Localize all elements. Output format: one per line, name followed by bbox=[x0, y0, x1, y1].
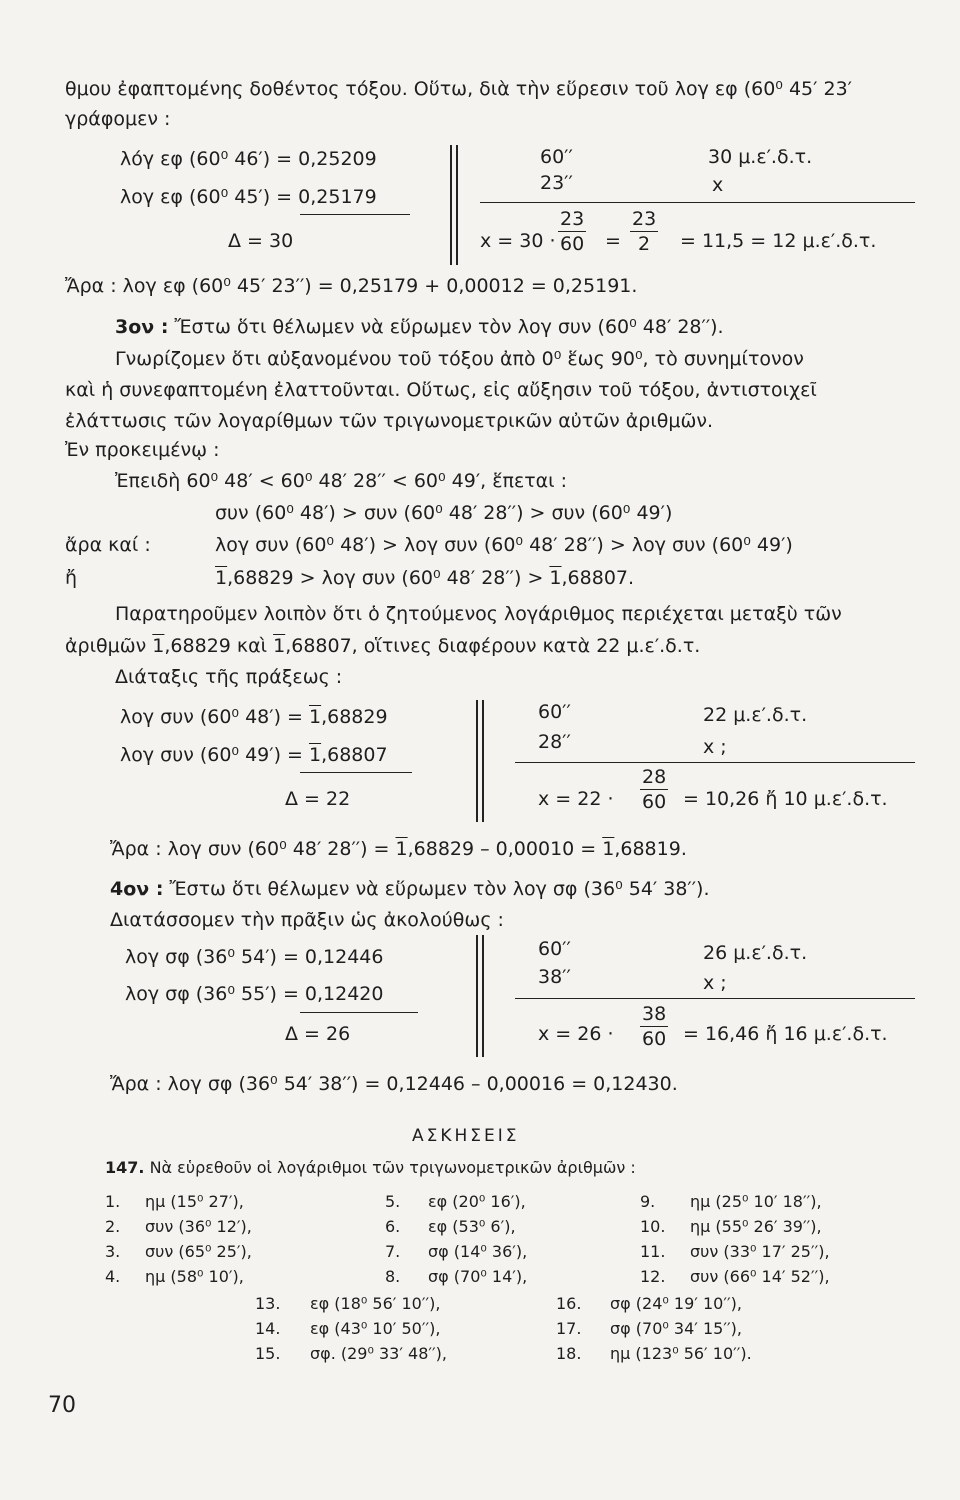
ex3-paragraph-4: Ἐν προκειμένῳ : bbox=[65, 439, 220, 461]
exercise-item-number: 6. bbox=[385, 1217, 401, 1236]
ex3-rhs-2b: x ; bbox=[703, 736, 727, 758]
exercise-item-number: 5. bbox=[385, 1192, 401, 1211]
exercise-item-number: 7. bbox=[385, 1242, 401, 1261]
exercise-item-text: σφ. (29⁰ 33′ 48′′), bbox=[310, 1344, 447, 1363]
ex3-paragraph-5: Παρατηροῦμεν λοιπὸν ὅτι ὁ ζητούμενος λογάριθμος περιέχεται μεταξὺ τῶν bbox=[115, 603, 842, 625]
exercise-item-text: σφ (14⁰ 36′), bbox=[428, 1242, 528, 1261]
ex3-lhs-1 bbox=[120, 708, 388, 727]
ex3-result bbox=[110, 840, 687, 859]
exercise-item-text: συν (66⁰ 14′ 52′′), bbox=[690, 1267, 830, 1286]
ex3-inequality-3: λογ συν (60⁰ 48′) > λογ συν (60⁰ 48′ 28′′) > λογ συν (60⁰ 49′) bbox=[215, 534, 793, 556]
exercises-title: ΑΣΚΗΣΕΙΣ bbox=[412, 1126, 520, 1146]
text-segment: ,68829 καὶ bbox=[164, 635, 274, 657]
ex4-lhs-2: λογ σφ (36⁰ 55′) = 0,12420 bbox=[125, 983, 384, 1005]
exercise-item-number: 8. bbox=[385, 1267, 401, 1286]
exercise-item-text: εφ (18⁰ 56′ 10′′), bbox=[310, 1294, 441, 1313]
ex3-paragraph-3: ἐλάττωσις τῶν λογαρίθμων τῶν τριγωνομετρικῶν αὐτῶν ἀριθμῶν. bbox=[65, 410, 714, 432]
exercise-item-text: σφ (70⁰ 14′), bbox=[428, 1267, 528, 1286]
ex2-rhs-2b: x bbox=[712, 174, 724, 196]
ex2-fraction-2 bbox=[630, 210, 658, 254]
ex4-rhs-2b: x ; bbox=[703, 972, 727, 994]
ex2-lhs-rule bbox=[300, 214, 410, 215]
ex4-rhs-1a: 60′′ bbox=[538, 938, 571, 960]
ex3-inequality-1: Ἐπειδὴ 60⁰ 48′ < 60⁰ 48′ 28′′ < 60⁰ 49′, ἕπεται : bbox=[115, 470, 568, 492]
exercises-intro bbox=[105, 1160, 636, 1176]
exercise-item-text: συν (65⁰ 25′), bbox=[145, 1242, 252, 1261]
ex2-fraction-2-denominator: 2 bbox=[638, 233, 651, 255]
ex4-paragraph-1: Διατάσσομεν τὴν πρᾶξιν ὡς ἀκολούθως : bbox=[110, 909, 504, 931]
text-segment: ἀριθμῶν bbox=[65, 635, 153, 657]
exercise-item-text: σφ (70⁰ 34′ 15′′), bbox=[610, 1319, 742, 1338]
exercise-item-number: 13. bbox=[255, 1294, 281, 1313]
ex3-equation-pre: x = 22 · bbox=[538, 788, 614, 810]
ex4-vertical-rule-b bbox=[482, 935, 484, 1057]
ex4-rhs-2a: 38′′ bbox=[538, 966, 571, 988]
text-segment: Ἄρα : λογ συν (60⁰ 48′ 28′′) = bbox=[110, 838, 396, 860]
exercises-intro-text: Νὰ εὑρεθοῦν οἱ λογάριθμοι τῶν τριγωνομετρικῶν ἀριθμῶν : bbox=[144, 1158, 636, 1177]
ex3-paragraph-6 bbox=[65, 637, 700, 656]
ex2-rhs-rule bbox=[480, 202, 915, 203]
ex2-equation-post: = 11,5 = 12 μ.ε′.δ.τ. bbox=[680, 230, 877, 252]
ex2-fraction-1 bbox=[558, 210, 586, 254]
ex3-inequality-4-label: ἤ bbox=[65, 567, 78, 589]
ex4-lhs-1: λογ σφ (36⁰ 54′) = 0,12446 bbox=[125, 946, 384, 968]
exercise-item-number: 9. bbox=[640, 1192, 656, 1211]
intro-line-2: γράφομεν : bbox=[65, 108, 171, 130]
ex4-rhs-1b: 26 μ.ε′.δ.τ. bbox=[703, 942, 808, 964]
ex4-heading bbox=[110, 880, 710, 899]
text-segment: ,68829 > λογ συν (60⁰ 48′ 28′′) > bbox=[227, 567, 550, 589]
bar-digit: 1 bbox=[309, 706, 322, 728]
ex2-fraction-1-numerator: 23 bbox=[560, 208, 585, 230]
text-segment: ,68807, οἵτινες διαφέρουν κατὰ 22 μ.ε′.δ.τ. bbox=[285, 635, 701, 657]
exercise-item-number: 17. bbox=[556, 1319, 582, 1338]
text-segment: ,68807 bbox=[321, 744, 388, 766]
exercise-item-number: 16. bbox=[556, 1294, 582, 1313]
text-segment: λογ συν (60⁰ 49′) = bbox=[120, 744, 309, 766]
ex3-heading-text: Ἔστω ὅτι θέλωμεν νὰ εὕρωμεν τὸν λογ συν (60⁰ 48′ 28′′). bbox=[168, 316, 724, 338]
ex3-lhs-2 bbox=[120, 746, 388, 765]
exercise-item-number: 2. bbox=[105, 1217, 121, 1236]
ex3-rhs-1b: 22 μ.ε′.δ.τ. bbox=[703, 704, 808, 726]
ex4-fraction-numerator: 38 bbox=[642, 1003, 667, 1025]
exercise-item-text: ημ (25⁰ 10′ 18′′), bbox=[690, 1192, 822, 1211]
exercise-item-number: 14. bbox=[255, 1319, 281, 1338]
exercise-item-text: εφ (43⁰ 10′ 50′′), bbox=[310, 1319, 441, 1338]
ex2-vertical-rule-b bbox=[456, 145, 458, 265]
exercise-item-text: ημ (15⁰ 27′), bbox=[145, 1192, 244, 1211]
ex3-fraction-denominator: 60 bbox=[642, 791, 667, 813]
ex3-paragraph-2: καὶ ἡ συνεφαπτομένη ἐλαττοῦνται. Οὕτως, εἰς αὔξησιν τοῦ τόξου, ἀντιστοιχεῖ bbox=[65, 379, 817, 401]
exercise-item-text: εφ (53⁰ 6′), bbox=[428, 1217, 516, 1236]
text-segment: λογ συν (60⁰ 48′) = bbox=[120, 706, 309, 728]
ex3-rhs-1a: 60′′ bbox=[538, 701, 571, 723]
exercise-number: 147. bbox=[105, 1158, 145, 1177]
exercise-item-text: εφ (20⁰ 16′), bbox=[428, 1192, 526, 1211]
exercise-item-number: 15. bbox=[255, 1344, 281, 1363]
ex4-result: Ἄρα : λογ σφ (36⁰ 54′ 38′′) = 0,12446 – 0,00016 = 0,12430. bbox=[110, 1073, 678, 1095]
bar-digit: 1 bbox=[273, 635, 286, 657]
text-segment: ,68829 bbox=[321, 706, 388, 728]
exercise-item-number: 1. bbox=[105, 1192, 121, 1211]
ex4-fraction bbox=[640, 1005, 668, 1049]
ex2-vertical-rule-a bbox=[450, 145, 452, 265]
ex2-rhs-2a: 23′′ bbox=[540, 172, 573, 194]
exercise-item-text: σφ (24⁰ 19′ 10′′), bbox=[610, 1294, 742, 1313]
ex3-fraction bbox=[640, 768, 668, 812]
exercise-item-number: 11. bbox=[640, 1242, 666, 1261]
ex2-fraction-1-denominator: 60 bbox=[560, 233, 585, 255]
exercise-item-text: ημ (58⁰ 10′), bbox=[145, 1267, 244, 1286]
exercise-item-text: ημ (123⁰ 56′ 10′′). bbox=[610, 1344, 752, 1363]
ex2-lhs-delta: Δ = 30 bbox=[228, 230, 294, 252]
exercise-item-number: 10. bbox=[640, 1217, 666, 1236]
bar-digit: 1 bbox=[215, 567, 228, 589]
bar-digit: 1 bbox=[152, 635, 165, 657]
ex3-heading-number: 3ον : bbox=[115, 316, 169, 338]
ex2-rhs-1b: 30 μ.ε′.δ.τ. bbox=[708, 146, 813, 168]
ex3-paragraph-7: Διάταξις τῆς πράξεως : bbox=[115, 666, 343, 688]
exercise-item-number: 18. bbox=[556, 1344, 582, 1363]
bar-digit: 1 bbox=[602, 838, 615, 860]
ex2-equation-mid: = bbox=[605, 230, 621, 252]
ex3-fraction-numerator: 28 bbox=[642, 766, 667, 788]
exercise-item-number: 3. bbox=[105, 1242, 121, 1261]
ex4-heading-number: 4ον : bbox=[110, 878, 164, 900]
exercise-item-number: 4. bbox=[105, 1267, 121, 1286]
ex3-vertical-rule-a bbox=[476, 700, 478, 822]
ex4-vertical-rule-a bbox=[476, 935, 478, 1057]
ex4-equation-pre: x = 26 · bbox=[538, 1023, 614, 1045]
ex3-lhs-rule bbox=[300, 772, 412, 773]
ex3-paragraph-1: Γνωρίζομεν ὅτι αὐξανομένου τοῦ τόξου ἀπὸ 0⁰ ἕως 90⁰, τὸ συνημίτονον bbox=[115, 348, 804, 370]
ex2-result: Ἄρα : λογ εφ (60⁰ 45′ 23′′) = 0,25179 + 0,00012 = 0,25191. bbox=[65, 275, 638, 297]
text-segment: ,68819. bbox=[614, 838, 687, 860]
exercise-item-text: ημ (55⁰ 26′ 39′′), bbox=[690, 1217, 822, 1236]
text-segment: ,68807. bbox=[561, 567, 635, 589]
exercise-item-text: συν (36⁰ 12′), bbox=[145, 1217, 252, 1236]
text-segment: ,68829 – 0,00010 = bbox=[407, 838, 603, 860]
ex4-heading-text: Ἔστω ὅτι θέλωμεν νὰ εὕρωμεν τὸν λογ σφ (36⁰ 54′ 38′′). bbox=[163, 878, 710, 900]
bar-digit: 1 bbox=[549, 567, 562, 589]
ex4-lhs-rule bbox=[300, 1012, 418, 1013]
exercise-item-text: συν (33⁰ 17′ 25′′), bbox=[690, 1242, 830, 1261]
page-number: 70 bbox=[48, 1393, 76, 1418]
ex3-equation-post: = 10,26 ἤ 10 μ.ε′.δ.τ. bbox=[683, 788, 888, 810]
ex4-lhs-delta: Δ = 26 bbox=[285, 1023, 351, 1045]
bar-digit: 1 bbox=[309, 744, 322, 766]
ex4-fraction-denominator: 60 bbox=[642, 1028, 667, 1050]
bar-digit: 1 bbox=[395, 838, 408, 860]
ex3-vertical-rule-b bbox=[482, 700, 484, 822]
ex3-rhs-rule bbox=[515, 762, 915, 763]
ex3-lhs-delta: Δ = 22 bbox=[285, 788, 351, 810]
exercise-item-number: 12. bbox=[640, 1267, 666, 1286]
ex2-lhs-2: λογ εφ (60⁰ 45′) = 0,25179 bbox=[120, 186, 377, 208]
ex2-lhs-1: λόγ εφ (60⁰ 46′) = 0,25209 bbox=[120, 148, 377, 170]
ex3-inequality-2: συν (60⁰ 48′) > συν (60⁰ 48′ 28′′) > συν (60⁰ 49′) bbox=[215, 502, 673, 524]
ex3-rhs-2a: 28′′ bbox=[538, 731, 571, 753]
ex4-rhs-rule bbox=[515, 998, 915, 999]
ex2-rhs-1a: 60′′ bbox=[540, 146, 573, 168]
ex3-inequality-3-label: ἄρα καί : bbox=[65, 534, 151, 556]
ex3-inequality-4 bbox=[215, 569, 634, 588]
ex2-equation-pre: x = 30 · bbox=[480, 230, 556, 252]
ex2-fraction-2-numerator: 23 bbox=[632, 208, 657, 230]
ex4-equation-post: = 16,46 ἤ 16 μ.ε′.δ.τ. bbox=[683, 1023, 888, 1045]
intro-line-1: θμου ἐφαπτομένης δοθέντος τόξου. Οὕτω, διὰ τὴν εὕρεσιν τοῦ λογ εφ (60⁰ 45′ 23′ bbox=[65, 78, 852, 100]
ex3-heading bbox=[115, 318, 724, 337]
